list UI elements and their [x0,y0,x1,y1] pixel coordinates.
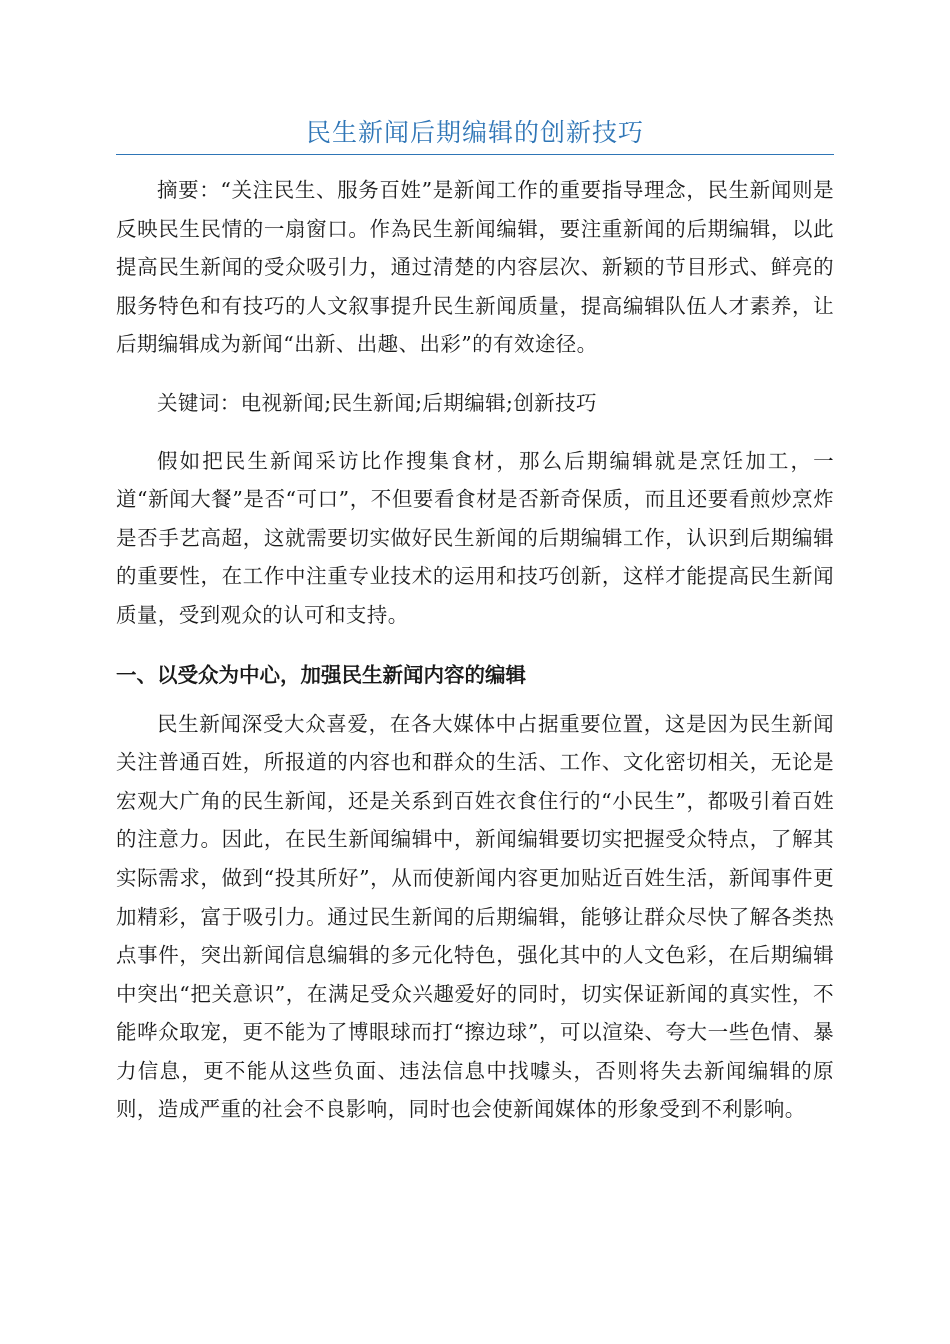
abstract-paragraph: 摘要：“关注民生、服务百姓”是新闻工作的重要指导理念，民生新闻则是反映民生民情的一扇窗口。作為民生新闻编辑，要注重新闻的后期编辑，以此提高民生新闻的受众吸引力，通过清楚的内容层次、新颖的节目形式、鲜亮的服务特色和有技巧的人文叙事提升民生新闻质量，提高编辑队伍人才素养，让后期编辑成为新闻“出新、出趣、出彩”的有效途径。 [116,178,834,357]
section-heading: 一、以受众为中心，加强民生新闻内容的编辑 [116,662,526,687]
section-paragraph: 民生新闻深受大众喜爱，在各大媒体中占据重要位置，这是因为民生新闻关注普通百姓，所报道的内容也和群众的生活、工作、文化密切相关，无论是宏观大广角的民生新闻，还是关系到百姓衣食住行的“小民生”，都吸引着百姓的注意力。因此，在民生新闻编辑中，新闻编辑要切实把握受众特点，了解其实际需求，做到“投其所好”，从而使新闻内容更加贴近百姓生活，新闻事件更加精彩，富于吸引力。通过民生新闻的后期编辑，能够让群众尽快了解各类热点事件，突出新闻信息编辑的多元化特色，强化其中的人文色彩，在后期编辑中突出“把关意识”，在满足受众兴趣爱好的同时，切实保证新闻的真实性，不能哗众取宠，更不能为了博眼球而打“擦边球”，可以渲染、夸大一些色情、暴力信息，更不能从这些负面、违法信息中找噱头，否则将失去新闻编辑的原则，造成严重的社会不良影响，同时也会使新闻媒体的形象受到不利影响。 [116,711,834,1122]
title-divider [116,154,834,155]
document-title: 民生新闻后期编辑的创新技巧 [305,118,644,147]
document-body [116,171,834,1149]
intro-paragraph: 假如把民生新闻采访比作搜集食材，那么后期编辑就是烹饪加工，一道“新闻大餐”是否“可口”，不但要看食材是否新奇保质，而且还要看煎炒烹炸是否手艺高超，这就需要切实做好民生新闻的后期编辑工作，认识到后期编辑的重要性，在工作中注重专业技术的运用和技巧创新，这样才能提高民生新闻质量，受到观众的认可和支持。 [116,448,834,627]
keywords-paragraph: 关键词：电视新闻;民生新闻;后期编辑;创新技巧 [157,390,597,415]
